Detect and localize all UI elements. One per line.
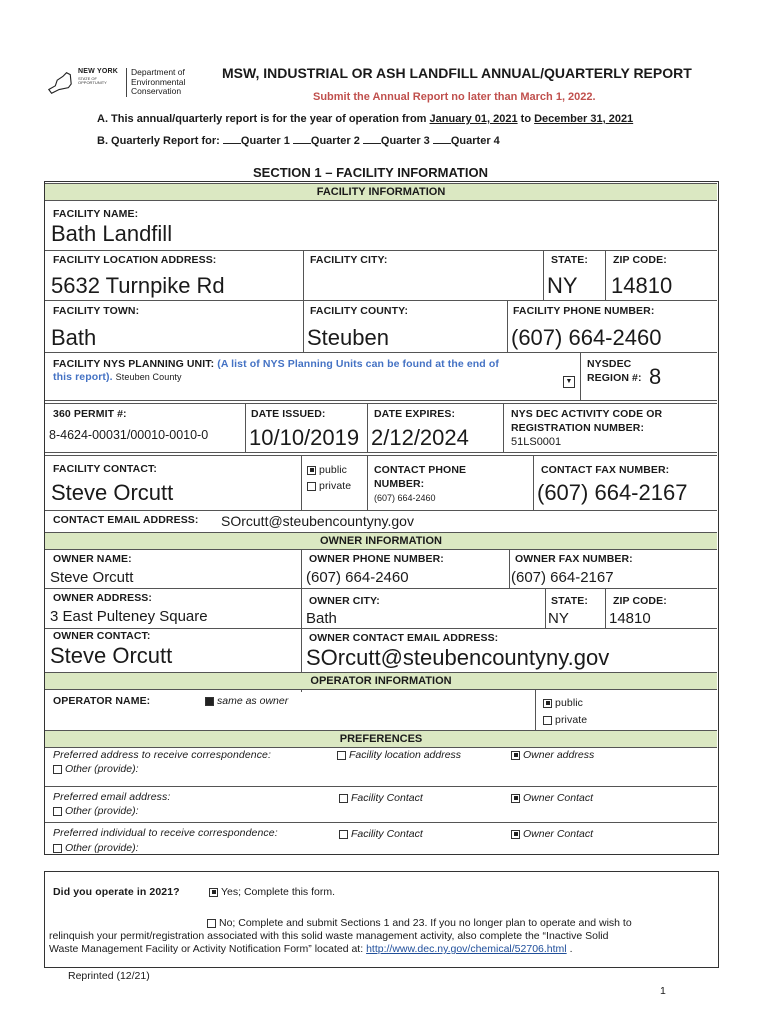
contact-public-checkbox[interactable] xyxy=(307,466,316,475)
report-deadline: Submit the Annual Report no later than March 1, 2022. xyxy=(313,91,596,103)
pref-address-opt2[interactable] xyxy=(511,749,594,761)
report-period-to[interactable]: December 31, 2021 xyxy=(534,113,634,125)
report-period-prefix: A. This annual/quarterly report is for the year of operation from xyxy=(97,113,427,125)
quarterly-label: B. Quarterly Report for: xyxy=(97,135,220,147)
same-as-owner-label: same as owner xyxy=(217,695,289,707)
region-label-line2: REGION #: xyxy=(587,372,642,384)
operator-private-option[interactable] xyxy=(543,714,587,726)
facility-form xyxy=(44,181,719,855)
facility-state-field[interactable]: NY xyxy=(547,273,578,298)
contact-private-option[interactable] xyxy=(307,480,351,492)
report-period-to-word: to xyxy=(520,113,532,125)
operate-yes-checkbox[interactable] xyxy=(209,888,218,897)
operate-no-line3: Waste Management Facility or Activity Notification Form” located at: xyxy=(49,943,364,955)
operator-name-label: OPERATOR NAME: xyxy=(53,695,151,707)
facility-address-field[interactable]: 5632 Turnpike Rd xyxy=(51,273,225,298)
pref-individual-opt1[interactable] xyxy=(339,828,423,840)
operator-public-checkbox[interactable] xyxy=(543,699,552,708)
owner-name-label: OWNER NAME: xyxy=(53,553,132,565)
pref-email-opt1[interactable] xyxy=(339,792,423,804)
permit-label: 360 PERMIT #: xyxy=(53,408,127,420)
pref-email-other[interactable] xyxy=(53,805,139,817)
pref-email-other-checkbox[interactable] xyxy=(53,807,62,816)
planning-unit-note-end: this report). xyxy=(53,371,113,383)
planning-unit-label: FACILITY NYS PLANNING UNIT: xyxy=(53,358,215,370)
pref-individual-opt1-checkbox[interactable] xyxy=(339,830,348,839)
operator-band: OPERATOR INFORMATION xyxy=(45,672,717,690)
contact-public-option[interactable] xyxy=(307,464,347,476)
facility-phone-field[interactable]: (607) 664-2460 xyxy=(511,325,662,350)
activity-code-field[interactable]: 51LS0001 xyxy=(511,436,562,448)
owner-state-label: STATE: xyxy=(551,595,588,607)
operator-public-option[interactable] xyxy=(543,697,583,709)
facility-contact-label: FACILITY CONTACT: xyxy=(53,463,157,475)
preferences-band: PREFERENCES xyxy=(45,730,717,748)
operate-question: Did you operate in 2021? xyxy=(53,886,180,898)
quarter-3-blank[interactable] xyxy=(363,135,381,144)
date-issued-label: DATE ISSUED: xyxy=(251,408,326,420)
owner-zip-field[interactable]: 14810 xyxy=(609,610,651,627)
facility-address-label: FACILITY LOCATION ADDRESS: xyxy=(53,254,217,266)
region-field[interactable]: 8 xyxy=(649,364,662,389)
date-expires-label: DATE EXPIRES: xyxy=(374,408,456,420)
owner-band: OWNER INFORMATION xyxy=(45,532,717,550)
pref-individual-question: Preferred individual to receive correspondence: xyxy=(53,827,278,839)
facility-county-field[interactable]: Steuben xyxy=(307,325,389,350)
logo-department: Department of Environmental Conservation xyxy=(126,68,204,97)
operator-private-label: private xyxy=(555,714,588,726)
report-period-line xyxy=(97,113,633,125)
operate-no-line1: No; Complete and submit Sections 1 and 23. If you no longer plan to operate and wish to xyxy=(219,917,632,929)
pref-email-question: Preferred email address: xyxy=(53,791,171,803)
operator-public-label: public xyxy=(555,697,584,709)
owner-city-field[interactable]: Bath xyxy=(306,610,337,627)
region-label-line1: NYSDEC xyxy=(587,358,632,370)
contact-email-field[interactable]: SOrcutt@steubencountyny.gov xyxy=(221,513,414,529)
contact-email-label: CONTACT EMAIL ADDRESS: xyxy=(53,514,199,526)
pref-individual-opt2-label: Owner Contact xyxy=(523,828,594,840)
owner-contact-field[interactable]: Steve Orcutt xyxy=(50,643,173,668)
quarterly-line xyxy=(97,135,500,147)
operate-no-checkbox[interactable] xyxy=(207,919,216,928)
report-title: MSW, INDUSTRIAL OR ASH LANDFILL ANNUAL/QUARTERLY REPORT xyxy=(222,65,692,81)
facility-city-label: FACILITY CITY: xyxy=(310,254,388,266)
quarter-1-label: Quarter 1 xyxy=(240,135,290,147)
pref-address-other-checkbox[interactable] xyxy=(53,765,62,774)
pref-individual-opt2[interactable] xyxy=(511,828,593,840)
pref-email-opt2-label: Owner Contact xyxy=(523,792,594,804)
pref-individual-opt2-checkbox[interactable] xyxy=(511,830,520,839)
activity-code-label2: REGISTRATION NUMBER: xyxy=(511,422,645,434)
contact-fax-field[interactable]: (607) 664-2167 xyxy=(537,480,688,505)
pref-email-opt1-label: Facility Contact xyxy=(351,792,423,804)
planning-unit-dropdown-icon[interactable]: ▼ xyxy=(563,376,575,388)
same-as-owner-option[interactable] xyxy=(205,695,288,707)
pref-address-opt2-checkbox[interactable] xyxy=(511,751,520,760)
owner-name-field[interactable]: Steve Orcutt xyxy=(50,569,134,586)
pref-email-opt2[interactable] xyxy=(511,792,593,804)
nys-map-logo-icon xyxy=(46,68,74,98)
pref-address-other[interactable] xyxy=(53,763,139,775)
owner-fax-label: OWNER FAX NUMBER: xyxy=(515,553,633,565)
pref-email-other-label: Other (provide): xyxy=(65,805,139,817)
planning-unit-value[interactable]: Steuben County xyxy=(115,372,182,382)
operate-period: . xyxy=(569,943,573,955)
owner-phone-field[interactable]: (607) 664-2460 xyxy=(306,569,409,586)
owner-zip-label: ZIP CODE: xyxy=(613,595,667,607)
owner-phone-label: OWNER PHONE NUMBER: xyxy=(309,553,444,565)
quarter-4-label: Quarter 4 xyxy=(450,135,500,147)
permit-field[interactable]: 8-4624-00031/00010-0010-0 xyxy=(49,428,209,442)
facility-phone-label: FACILITY PHONE NUMBER: xyxy=(513,305,655,317)
logo-tagline: STATE OF OPPORTUNITY xyxy=(78,76,107,85)
contact-fax-label: CONTACT FAX NUMBER: xyxy=(541,464,670,476)
quarter-4-blank[interactable] xyxy=(433,135,451,144)
inactive-form-link[interactable]: http://www.dec.ny.gov/chemical/52706.html xyxy=(366,943,567,955)
planning-unit-note: (A list of NYS Planning Units can be found at the end of xyxy=(217,358,499,370)
facility-band: FACILITY INFORMATION xyxy=(45,183,717,201)
facility-name-label: FACILITY NAME: xyxy=(53,208,139,220)
contact-phone-label1: CONTACT PHONE xyxy=(374,464,467,476)
facility-zip-field[interactable]: 14810 xyxy=(611,273,673,298)
pref-address-opt1-checkbox[interactable] xyxy=(337,751,346,760)
operate-box xyxy=(44,871,719,968)
owner-contact-label: OWNER CONTACT: xyxy=(53,630,151,642)
pref-email-opt1-checkbox[interactable] xyxy=(339,794,348,803)
contact-phone-label2: NUMBER: xyxy=(374,478,425,490)
date-issued-field[interactable]: 10/10/2019 xyxy=(249,425,360,450)
date-expires-field[interactable]: 2/12/2024 xyxy=(371,425,469,450)
operate-no-option[interactable] xyxy=(207,917,632,930)
facility-name-field[interactable]: Bath Landfill xyxy=(51,221,173,246)
quarter-3-label: Quarter 3 xyxy=(380,135,430,147)
contact-private-label: private xyxy=(319,480,352,492)
pref-individual-other[interactable] xyxy=(53,842,139,854)
operate-no-line2: relinquish your permit/registration associated with this solid waste management activity, also complete the “Inactive Solid xyxy=(49,930,609,942)
owner-state-field[interactable]: NY xyxy=(548,610,569,627)
pref-address-question: Preferred address to receive correspondence: xyxy=(53,749,272,761)
reprinted-note: Reprinted (12/21) xyxy=(68,970,150,982)
pref-individual-other-label: Other (provide): xyxy=(65,842,139,854)
section-title: SECTION 1 – FACILITY INFORMATION xyxy=(253,165,488,180)
quarter-1-blank[interactable] xyxy=(223,135,241,144)
operator-private-checkbox[interactable] xyxy=(543,716,552,725)
facility-contact-field[interactable]: Steve Orcutt xyxy=(51,480,174,505)
same-as-owner-checkbox[interactable] xyxy=(205,697,214,706)
contact-private-checkbox[interactable] xyxy=(307,482,316,491)
pref-email-opt2-checkbox[interactable] xyxy=(511,794,520,803)
operate-yes-label: Yes; Complete this form. xyxy=(221,886,335,898)
page-number: 1 xyxy=(660,985,666,997)
activity-code-label1: NYS DEC ACTIVITY CODE OR xyxy=(511,408,663,420)
pref-individual-opt1-label: Facility Contact xyxy=(351,828,423,840)
pref-address-opt2-label: Owner address xyxy=(523,749,595,761)
owner-fax-field[interactable]: (607) 664-2167 xyxy=(511,569,614,586)
quarter-2-label: Quarter 2 xyxy=(310,135,360,147)
owner-address-label: OWNER ADDRESS: xyxy=(53,592,153,604)
quarter-2-blank[interactable] xyxy=(293,135,311,144)
pref-address-other-label: Other (provide): xyxy=(65,763,139,775)
facility-zip-label: ZIP CODE: xyxy=(613,254,667,266)
facility-town-field[interactable]: Bath xyxy=(51,325,97,350)
planning-unit-label-block xyxy=(53,358,573,384)
owner-email-label: OWNER CONTACT EMAIL ADDRESS: xyxy=(309,632,499,644)
logo-state-name: NEW YORK xyxy=(78,68,118,75)
pref-address-opt1[interactable] xyxy=(337,749,461,761)
operate-no-line3-wrap xyxy=(49,943,717,956)
contact-phone-field[interactable]: (607) 664-2460 xyxy=(374,493,436,503)
operate-yes-option[interactable] xyxy=(209,886,335,899)
pref-individual-other-checkbox[interactable] xyxy=(53,844,62,853)
owner-address-field[interactable]: 3 East Pulteney Square xyxy=(50,608,208,625)
owner-city-label: OWNER CITY: xyxy=(309,595,380,607)
facility-town-label: FACILITY TOWN: xyxy=(53,305,140,317)
pref-address-opt1-label: Facility location address xyxy=(349,749,462,761)
facility-county-label: FACILITY COUNTY: xyxy=(310,305,409,317)
report-period-from[interactable]: January 01, 2021 xyxy=(429,113,518,125)
owner-email-field[interactable]: SOrcutt@steubencountyny.gov xyxy=(306,645,610,670)
contact-public-label: public xyxy=(319,464,348,476)
facility-state-label: STATE: xyxy=(551,254,588,266)
